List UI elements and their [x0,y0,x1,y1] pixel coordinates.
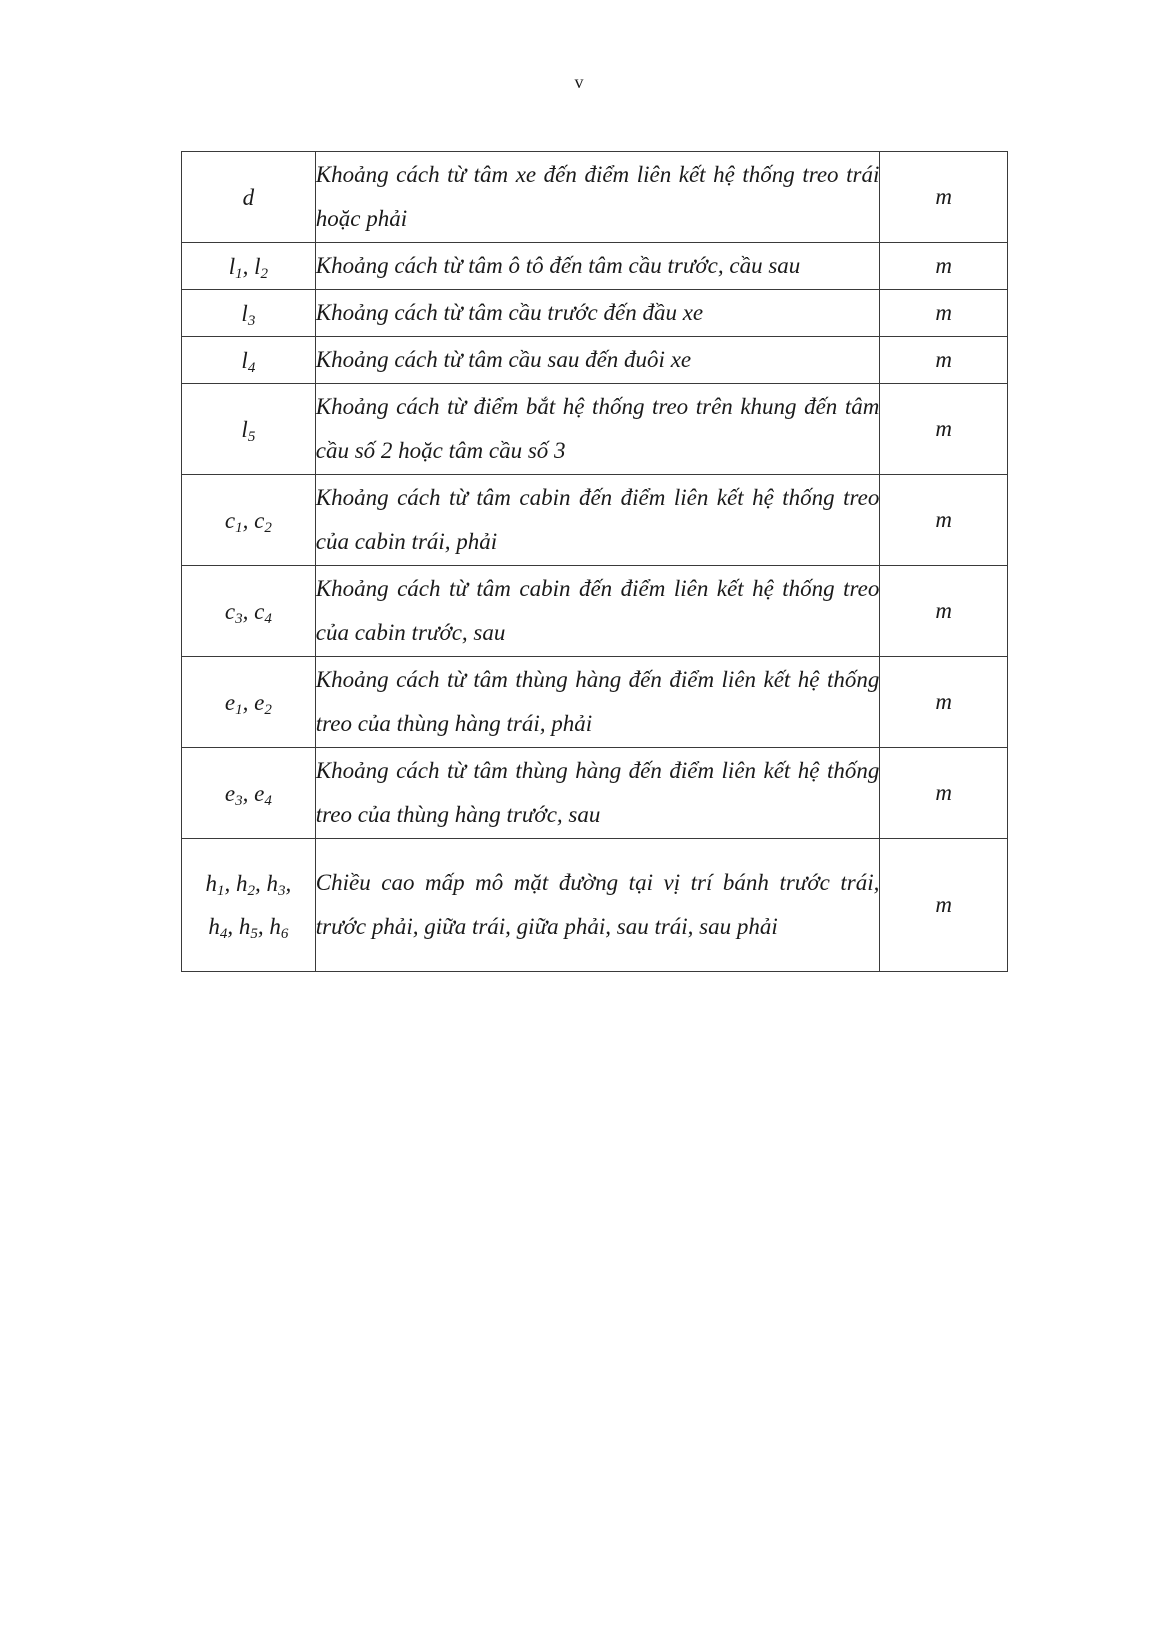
unit-cell: m [880,566,1008,657]
symbol-text: e [224,780,236,806]
symbol-subscript: 1 [217,883,225,899]
unit-cell: m [880,657,1008,748]
symbol-text: , h [257,914,281,939]
symbol-subscript: 4 [264,610,272,627]
symbol-subscript: 3 [235,610,243,627]
symbol-cell [182,290,316,337]
table-row [182,337,1008,384]
description-cell: Khoảng cách từ điểm bắt hệ thống treo trên khung đến tâm cầu số 2 hoặc tâm cầu số 3 [315,384,880,475]
symbol-subscript: 3 [247,312,256,329]
table-row [182,152,1008,243]
description-cell: Khoảng cách từ tâm thùng hàng đến điểm liên kết hệ thống treo của thùng hàng trái, phải [315,657,880,748]
table-row [182,748,1008,839]
symbol-subscript: 5 [250,926,258,942]
symbol-cell [182,839,316,972]
symbol-text: l [241,347,248,373]
symbol-subscript: 2 [264,519,272,536]
table-row [182,384,1008,475]
description-cell: Khoảng cách từ tâm cầu sau đến đuôi xe [315,337,880,384]
symbol-text: , c [242,598,265,624]
symbol-cell [182,337,316,384]
table-row [182,839,1008,972]
description-cell: Khoảng cách từ tâm cabin đến điểm liên kết hệ thống treo của cabin trước, sau [315,566,880,657]
symbol-text: c [224,598,236,624]
description-cell: Khoảng cách từ tâm thùng hàng đến điểm liên kết hệ thống treo của thùng hàng trước, sau [315,748,880,839]
symbol-text: l [228,253,236,279]
symbol-subscript: 5 [247,428,256,445]
symbol-text: h [205,871,217,896]
symbol-text: , e [242,780,265,806]
symbol-subscript: 6 [280,926,289,942]
description-cell: Chiều cao mấp mô mặt đường tại vị trí bánh trước trái, trước phải, giữa trái, giữa phải, sau trái, sau phải [315,839,880,972]
symbol-subscript: 3 [235,792,243,809]
symbol-text: l [241,300,248,326]
symbol-subscript: 2 [264,701,272,718]
symbol-subscript: 4 [247,359,256,376]
symbol-subscript: 4 [219,926,228,942]
symbol-subscript: 1 [235,519,243,536]
symbol-subscript: 2 [247,883,255,899]
unit-cell: m [880,290,1008,337]
symbol-subscript: 1 [235,265,243,282]
symbol-text: , e [242,689,265,715]
unit-cell: m [880,337,1008,384]
symbol-text: , l [242,253,261,279]
symbol-text: d [242,184,255,210]
table-row [182,243,1008,290]
symbol-text: , [285,871,292,896]
symbol-subscript: 2 [260,265,269,282]
table-row [182,657,1008,748]
symbol-cell [182,566,316,657]
symbol-text: h [208,914,220,939]
unit-cell: m [880,748,1008,839]
description-cell: Khoảng cách từ tâm xe đến điểm liên kết hệ thống treo trái hoặc phải [315,152,880,243]
symbol-cell [182,748,316,839]
table-row [182,290,1008,337]
symbol-cell [182,152,316,243]
symbol-subscript: 1 [235,701,243,718]
table-row [182,566,1008,657]
symbol-text: , h [255,871,278,896]
table-row [182,475,1008,566]
page-number: v [574,72,584,92]
symbol-subscript: 3 [278,883,286,899]
description-cell: Khoảng cách từ tâm ô tô đến tâm cầu trước, cầu sau [315,243,880,290]
symbol-cell [182,384,316,475]
symbol-cell [182,243,316,290]
symbol-cell [182,657,316,748]
symbols-table [181,151,1008,972]
symbol-cell [182,475,316,566]
symbols-table-body [182,152,1008,972]
unit-cell: m [880,839,1008,972]
symbol-text: l [241,416,248,442]
unit-cell: m [880,152,1008,243]
unit-cell: m [880,384,1008,475]
symbol-text: , h [224,871,248,896]
symbol-text: e [224,689,236,715]
description-cell: Khoảng cách từ tâm cabin đến điểm liên kết hệ thống treo của cabin trái, phải [315,475,880,566]
symbol-text: , h [227,914,251,939]
symbol-subscript: 4 [264,792,272,809]
symbol-text: c [224,507,236,533]
unit-cell: m [880,243,1008,290]
unit-cell: m [880,475,1008,566]
symbol-text: , c [242,507,265,533]
description-cell: Khoảng cách từ tâm cầu trước đến đầu xe [315,290,880,337]
